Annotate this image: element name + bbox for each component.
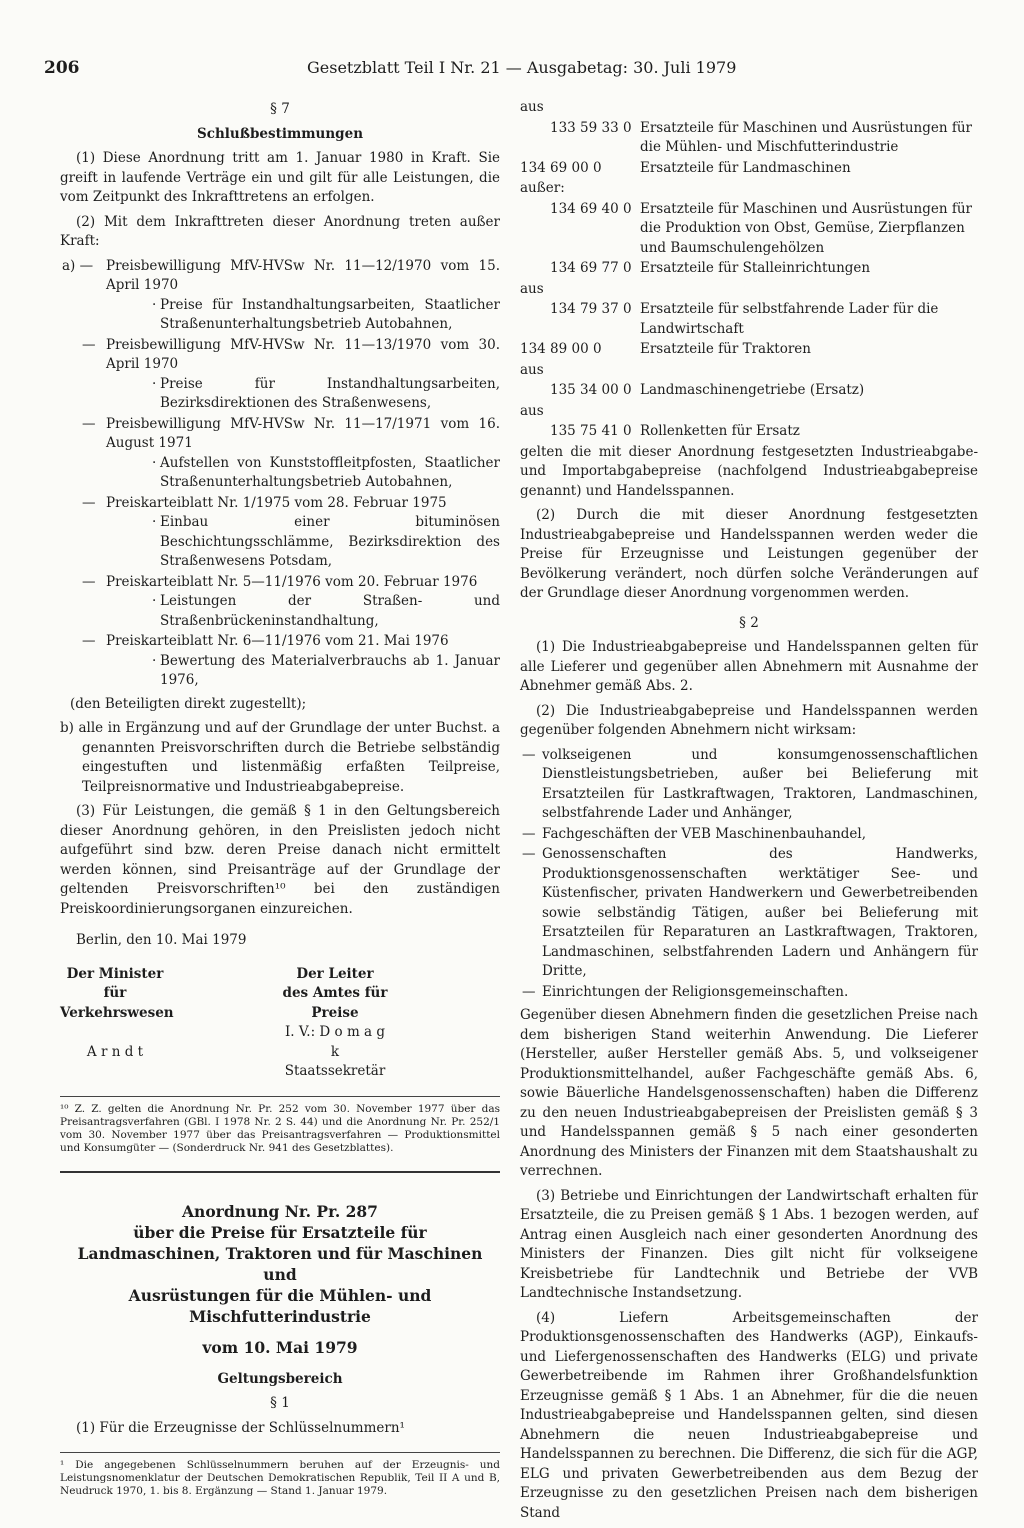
- exception-item: [520, 746, 978, 824]
- position-row: [520, 381, 978, 401]
- footnote-1: ¹ Die angegebenen Schlüsselnummern beruhen auf der Erzeugnis- und Leistungsnomenklatur der Deutschen Demokratischen Republik, Teil II A und B, Neudruck 1970, 1. bis 8. Ergänzung — Stand 1. Januar 1979.: [60, 1452, 500, 1498]
- paragraph: (3) Für Leistungen, die gemäß § 1 in den Geltungsbereich dieser Anordnung gehören, in den Preislisten jedoch nicht aufgeführt sind bzw. deren Preise danach nicht ermittelt werden können, sind Preisanträge auf der Grundlage der geltenden Preisvorschriften¹⁰ bei den zuständigen Preiskoordinierungsorganen einzureichen.: [60, 803, 500, 917]
- repeal-item-desc: Leistungen der Straßen- und Straßenbrückeninstandhaltung,: [160, 593, 500, 629]
- exception-text: volkseigenen und konsumgenossenschaftlichen Dienstleistungsbetrieben, außer bei Belieferung mit Ersatzteilen für Lastkraftwagen, Traktoren, Landmaschinen, selbstfahrende Lader und Anhänger,: [542, 746, 978, 821]
- order-title: Anordnung Nr. Pr. 287: [182, 1201, 378, 1221]
- exception-text: Genossenschaften des Handwerks, Produktionsgenossenschaften werktätiger See- und Küstenfischer, privaten Handwerkern und Gewerbetreibenden sowie selbständig Tätigen, außer bei Belieferung mit Ersatzteilen für Reparaturen an Lastkraftwagen, Traktoren, Landmaschinen, selbstfahrenden Ladern und Anhängern für Dritte,: [542, 846, 978, 979]
- repeal-item-text: Preisbewilligung MfV-HVSw Nr. 11—13/1970 vom 30. April 1970: [106, 336, 500, 372]
- position-desc: Ersatzteile für Maschinen und Ausrüstungen für die Mühlen- und Mischfutterindustrie: [640, 119, 972, 155]
- paragraph: Gegenüber diesen Abnehmern finden die gesetzlichen Preise nach dem bisherigen Stand weiterhin Anwendung. Die Lieferer (Hersteller, außer Hersteller gemäß Abs. 5, und volkseigener Produktionsmittelhandel, außer Fachgeschäfte gemäß Abs. 6, sowie Bäuerliche Handelsgenossenschaften) haben die Differenz zu den neuen Industrieabgabepreisen der Preislisten gemäß § 3 und Handelsspannen gemäß § 5 nach einer gesonderten Anordnung des Ministers der Finanzen mit dem Staatshaushalt zu verrechnen.: [520, 1007, 978, 1179]
- repeal-item-desc: Einbau einer bituminösen Beschichtungsschlämme, Bezirksdirektion des Straßenwesens Potsdam,: [160, 514, 500, 569]
- exception-item: [520, 983, 978, 1003]
- repeal-list: [60, 257, 500, 691]
- paragraph: (4) Liefern Arbeitsgemeinschaften der Produktionsgenossenschaften des Handwerks (AGP), Einkaufs- und Liefergenossenschaften des Handwerks (ELG) und private Gewerbetreibende im Rahmen ihrer Großhandelsfunktion Erzeugnisse gemäß § 1 Abs. 1 an Abnehmer, für die die neuen Industrieabgabepreise und Handelsspannen gelten, sind diesen Abnehmern die neuen Industrieabgabepreise und Handelsspannen zu berechnen. Die Differenz, die sich für die AGP, ELG und privaten Gewerbetreibenden aus dem Bezug der Erzeugnisse zu den gesetzlichen Preisen nach dem bisherigen Stand: [520, 1309, 978, 1521]
- position-row: [520, 259, 978, 279]
- divider: [60, 1171, 500, 1173]
- paragraph: (1) Die Industrieabgabepreise und Handelsspannen gelten für alle Lieferer und gegenüber allen Abnehmern mit Ausnahme der Abnehmer gemäß Abs. 2.: [520, 639, 978, 694]
- sig-name: A r n d t: [86, 1044, 144, 1060]
- bullet-icon: ·: [152, 652, 157, 669]
- position-desc: Landmaschinengetriebe (Ersatz): [640, 382, 865, 398]
- order-title: Ausrüstungen für die Mühlen- und Mischfutterindustrie: [128, 1285, 432, 1326]
- section-2-heading: § 2: [739, 614, 759, 631]
- dash-marker: —: [522, 746, 536, 763]
- position-code: 134 89 00 0: [520, 341, 602, 357]
- positions-list: [520, 98, 978, 442]
- position-code: 134 69 77 0: [550, 260, 632, 276]
- page-number: 206: [44, 58, 80, 78]
- position-code: 135 75 41 0: [550, 423, 632, 439]
- repeal-item-sub: [106, 454, 500, 493]
- exception-text: Fachgeschäften der VEB Maschinenbauhandel,: [542, 825, 867, 842]
- repeal-item-desc: Preise für Instandhaltungsarbeiten, Bezirksdirektionen des Straßenwesens,: [160, 375, 500, 411]
- position-code: 134 69 00 0: [520, 159, 602, 176]
- position-desc: Ersatzteile für Maschinen und Ausrüstungen für die Produktion von Obst, Gemüse, Zierpflanzen und Baumschulengehölzen: [640, 200, 972, 256]
- paragraph: (3) Betriebe und Einrichtungen der Landwirtschaft erhalten für Ersatzteile, die zu Preisen gemäß § 1 Abs. 1 bezogen werden, auf Antrag einen Ausgleich nach einer gesonderten Anordnung des Ministers der Finanzen. Dies gilt nicht für volkseigene Kreisbetriebe für Landtechnik und Betriebe der VVB Landtechnische Instandsetzung.: [520, 1187, 978, 1301]
- order-title: über die Preise für Ersatzteile für: [133, 1222, 427, 1242]
- repeal-item-text: Preiskarteiblatt Nr. 1/1975 vom 28. Februar 1975: [106, 494, 447, 511]
- sig-line: Der Minister: [66, 965, 164, 982]
- repeal-item-text: Preisbewilligung MfV-HVSw Nr. 11—17/1971 vom 16. August 1971: [106, 415, 500, 451]
- position-row: [520, 200, 978, 259]
- footnote-10: ¹⁰ Z. Z. gelten die Anordnung Nr. Pr. 252 vom 30. November 1977 über das Preisantragsverfahren (GBl. I 1978 Nr. 2 S. 44) und die Anordnung Nr. Pr. 252/1 vom 30. November 1977 über das Preisantragsverfahren — Produktionsmittel und Konsumgüter — (Sonderdruck Nr. 941 des Gesetzblattes).: [60, 1096, 500, 1155]
- paragraph: (1) Für die Erzeugnisse der Schlüsselnummern¹: [76, 1419, 405, 1436]
- position-row: [520, 159, 978, 179]
- sig-line: des Amtes für Preise: [282, 985, 388, 1021]
- position-prefix: aus: [520, 361, 544, 378]
- exception-item: [520, 825, 978, 845]
- bullet-icon: ·: [152, 375, 157, 392]
- position-code: 133 59 33 0: [550, 119, 632, 136]
- repeal-item-sub: [106, 296, 500, 335]
- bullet-icon: ·: [152, 593, 157, 609]
- position-desc: Ersatzteile für Landmaschinen: [640, 159, 851, 176]
- position-prefix: aus: [520, 402, 544, 419]
- position-row: [520, 422, 978, 442]
- sig-line: Staatssekretär: [284, 1063, 386, 1079]
- position-row: [520, 300, 978, 339]
- list-marker: —: [82, 415, 96, 432]
- position-desc: Ersatzteile für Traktoren: [640, 341, 811, 357]
- repeal-item-desc: Preise für Instandhaltungsarbeiten, Staatlicher Straßenunterhaltungsbetrieb Autobahnen,: [160, 296, 500, 332]
- order-title: Landmaschinen, Traktoren und für Maschinen und: [77, 1243, 483, 1284]
- list-marker: a) —: [62, 257, 94, 274]
- paragraph: (2) Mit dem Inkrafttreten dieser Anordnung treten außer Kraft:: [60, 213, 500, 249]
- position-row: [520, 119, 978, 158]
- signatures: [60, 965, 500, 1082]
- repeal-item: [60, 336, 500, 414]
- position-prefix: aus: [520, 99, 544, 115]
- note: (den Beteiligten direkt zugestellt);: [70, 695, 307, 712]
- repeal-item-text: Preisbewilligung MfV-HVSw Nr. 11—12/1970 vom 15. April 1970: [106, 257, 500, 293]
- list-marker: —: [82, 494, 96, 511]
- repeal-item: [60, 632, 500, 691]
- repeal-item-sub: [106, 375, 500, 414]
- repeal-item-sub: [106, 513, 500, 572]
- repeal-item: [60, 494, 500, 572]
- repeal-item: [60, 257, 500, 335]
- dash-marker: —: [522, 825, 536, 842]
- repeal-item-desc: Bewertung des Materialverbrauchs ab 1. Januar 1976,: [160, 652, 500, 688]
- exception-text: Einrichtungen der Religionsgemeinschaften.: [542, 983, 849, 1000]
- position-desc: Ersatzteile für selbstfahrende Lader für die Landwirtschaft: [640, 301, 939, 337]
- list-marker: —: [82, 573, 96, 590]
- right-column: [520, 98, 978, 1528]
- repeal-item-desc: Aufstellen von Kunststoffleitpfosten, Staatlicher Straßenunterhaltungsbetrieb Autobahnen,: [160, 454, 500, 490]
- section-7-title: Schlußbestimmungen: [196, 125, 364, 142]
- section-1-heading: § 1: [270, 1395, 290, 1411]
- position-code: 134 79 37 0: [550, 301, 632, 317]
- bullet-icon: ·: [152, 296, 157, 313]
- paragraph: (2) Durch die mit dieser Anordnung festgesetzten Industrieabgabepreise und Handelsspannen werden weder die Preise für Erzeugnisse und Leistungen gegenüber der Bevölkerung verändert, noch dürfen solche Veränderungen auf der Grundlage dieser Anordnung vorgenommen werden.: [520, 507, 978, 601]
- sig-line: Der Leiter: [296, 965, 374, 982]
- repeal-item: [60, 415, 500, 493]
- sig-line: für Verkehrswesen: [60, 985, 174, 1021]
- order-date: vom 10. Mai 1979: [202, 1337, 358, 1357]
- dash-marker: —: [522, 983, 536, 1000]
- paragraph: (1) Diese Anordnung tritt am 1. Januar 1980 in Kraft. Sie greift in laufende Verträge ein und gilt für alle Leistungen, die vom Zeitpunkt des Inkrafttretens an erfolgen.: [60, 150, 500, 205]
- paragraph: gelten die mit dieser Anordnung festgesetzten Industrieabgabe- und Importabgabepreise (nachfolgend Industrieabgabepreise genannt) und Handelsspannen.: [520, 443, 978, 499]
- repeal-item-text: Preiskarteiblatt Nr. 5—11/1976 vom 20. Februar 1976: [106, 573, 478, 590]
- bullet-icon: ·: [152, 454, 157, 471]
- position-prefix: aus: [520, 280, 544, 297]
- bullet-icon: ·: [152, 514, 157, 530]
- dash-marker: —: [522, 846, 536, 862]
- position-desc: Rollenketten für Ersatz: [640, 423, 800, 439]
- section-7-heading: § 7: [270, 101, 290, 117]
- repeal-item-sub: [106, 652, 500, 691]
- signature-minister: [60, 965, 280, 1082]
- item-b: b) alle in Ergänzung und auf der Grundlage der unter Buchst. a genannten Preisvorschriften durch die Betriebe selbständig eingestuften und listenmäßig erfaßten Teilpreise, Teilpreisnormative und Industrieabgabepreise.: [60, 720, 500, 795]
- position-code: 135 34 00 0: [550, 382, 632, 398]
- position-desc: Ersatzteile für Stalleinrichtungen: [640, 260, 871, 276]
- scope-title: Geltungsbereich: [217, 1370, 343, 1387]
- position-code: 134 69 40 0: [550, 200, 632, 217]
- paragraph: (2) Die Industrieabgabepreise und Handelsspannen werden gegenüber folgenden Abnehmern nicht wirksam:: [520, 702, 978, 738]
- exception-list: [520, 746, 978, 1003]
- position-row: [520, 340, 978, 360]
- repeal-item: [60, 573, 500, 632]
- signature-leiter: [280, 965, 500, 1082]
- page-header: Gesetzblatt Teil I Nr. 21 — Ausgabetag: 30. Juli 1979: [307, 58, 737, 77]
- repeal-item-text: Preiskarteiblatt Nr. 6—11/1976 vom 21. Mai 1976: [106, 633, 449, 649]
- exception-item: [520, 845, 978, 982]
- repeal-item-sub: [106, 592, 500, 631]
- sig-line: I. V.: D o m a g k: [284, 1024, 386, 1060]
- position-prefix: außer:: [520, 180, 565, 196]
- place-date: Berlin, den 10. Mai 1979: [76, 932, 247, 948]
- list-marker: —: [82, 336, 96, 353]
- left-column: [60, 100, 500, 1498]
- list-marker: —: [82, 633, 96, 649]
